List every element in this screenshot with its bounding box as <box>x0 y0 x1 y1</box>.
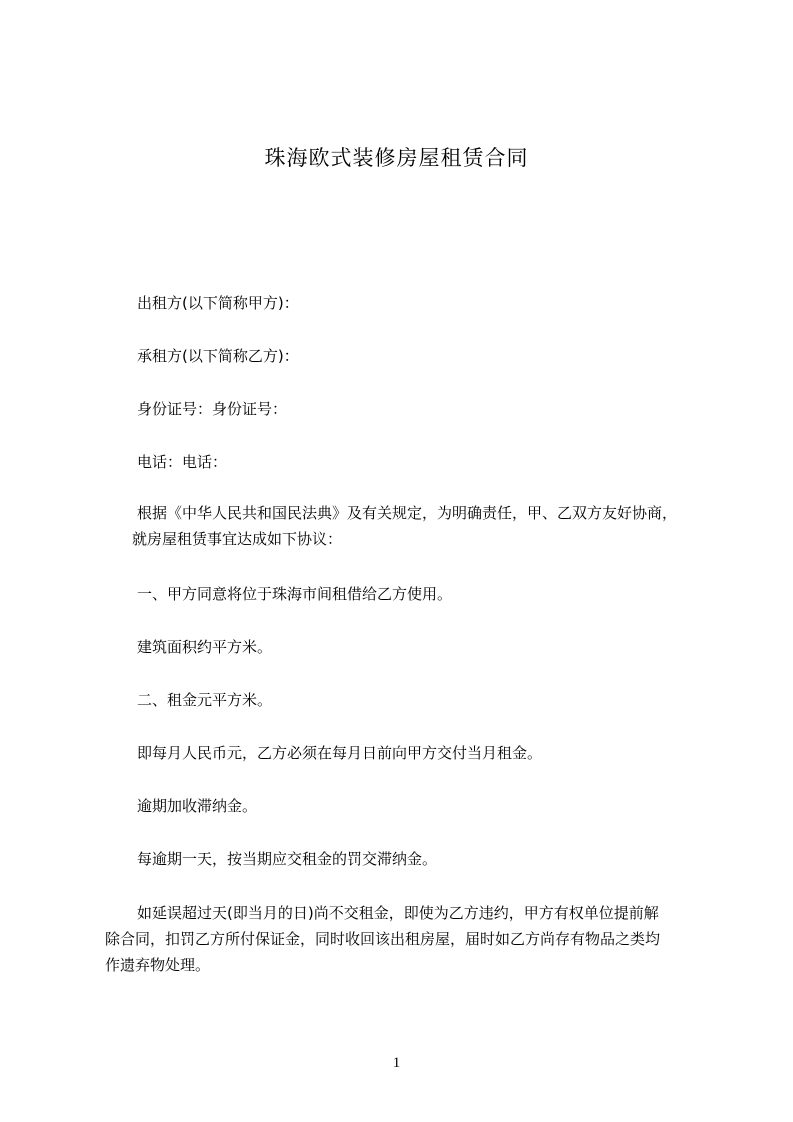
basis-line-1: 根据《中华人民共和国民法典》及有关规定，为明确责任，甲、乙双方友好协商， <box>137 504 678 522</box>
clause-1: 一、甲方同意将位于珠海市间租借给乙方使用。 <box>137 585 453 603</box>
monthly-rent-line: 即每月人民币元，乙方必须在每月日前向甲方交付当月租金。 <box>137 744 543 762</box>
per-day-line: 每逾期一天，按当期应交租金的罚交滞纳金。 <box>137 850 438 868</box>
id-number-line: 身份证号：身份证号： <box>137 400 288 418</box>
area-line: 建筑面积约平方米。 <box>137 638 273 656</box>
basis-line-2: 就房屋租赁事宜达成如下协议： <box>132 530 343 548</box>
default-line-1: 如延误超过天(即当月的日)尚不交租金，即使为乙方违约，甲方有权单位提前解 <box>137 904 659 922</box>
document-title: 珠海欧式装修房屋租赁合同 <box>264 146 529 170</box>
default-paragraph <box>103 900 713 978</box>
phone-line: 电话：电话： <box>137 453 228 471</box>
lessor-line: 出租方(以下简称甲方)： <box>137 294 299 312</box>
late-fee-line: 逾期加收滞纳金。 <box>137 797 258 815</box>
clause-2: 二、租金元平方米。 <box>137 691 273 709</box>
lessee-line: 承租方(以下简称乙方)： <box>137 347 299 365</box>
default-line-2: 除合同，扣罚乙方所付保证金，同时收回该出租房屋，届时如乙方尚存有物品之类均 <box>105 930 661 948</box>
basis-paragraph <box>103 500 713 552</box>
page-number: 1 <box>392 1055 401 1071</box>
default-line-3: 作遗弃物处理。 <box>105 956 211 974</box>
